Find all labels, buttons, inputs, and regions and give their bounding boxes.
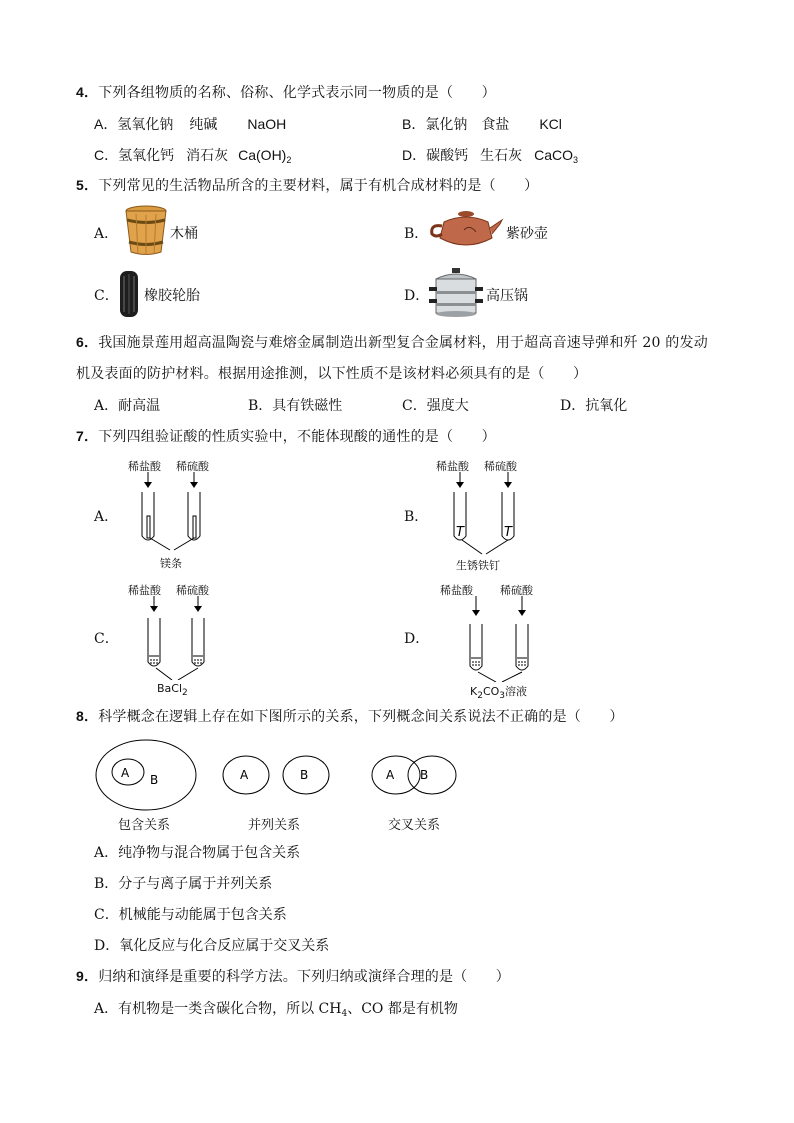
- option-name: 氯化钠: [425, 117, 468, 133]
- question-text: 下列常见的生活物品所含的主要材料，属于有机合成材料的是（ ）: [98, 178, 539, 194]
- label-a: A: [240, 768, 249, 782]
- option-label: C．: [94, 147, 119, 163]
- experiment-a-diagram: [128, 472, 228, 556]
- question-text: 归纳和演绎是重要的科学方法。下列归纳或演绎合理的是（ ）: [98, 969, 510, 985]
- formula-subscript: 2: [286, 155, 292, 165]
- question-6-stem-line2: 机及表面的防护材料。根据用途推测，以下性质不是该材料必须具有的是（ ）: [76, 366, 588, 382]
- option-text: 、CO 都是有机物: [347, 1001, 458, 1017]
- reagent-label-b: 生锈铁钉: [456, 559, 500, 572]
- question-9-stem: [76, 966, 510, 986]
- option-common-name: 纯碱: [189, 117, 218, 133]
- q5-option-c-text: 橡胶轮胎: [144, 288, 200, 304]
- clay-teapot-icon: [430, 208, 504, 252]
- q7-option-d-label: D．: [404, 631, 430, 647]
- reagent-label-c: [157, 682, 188, 698]
- rubber-tire-icon: [117, 270, 141, 318]
- q4-option-c: [94, 145, 291, 165]
- question-6-stem-line1: [76, 332, 708, 352]
- question-number: 8．: [76, 708, 99, 724]
- acid-label-hcl: 稀盐酸: [128, 460, 161, 473]
- containment-outer-circle: [96, 740, 196, 810]
- acid-label-hcl: 稀盐酸: [128, 584, 161, 597]
- q8-option-d: D．氧化反应与化合反应属于交叉关系: [94, 938, 330, 954]
- pressure-cooker-icon: [428, 267, 484, 319]
- question-number: 6．: [76, 334, 99, 350]
- q5-option-b-label: B．: [404, 226, 429, 242]
- intersect-circle-a: [372, 756, 420, 794]
- formula-subscript: 4: [341, 1009, 348, 1019]
- option-text: A．有机物是一类含碳化合物，所以 CH: [94, 1001, 342, 1017]
- question-number: 9．: [76, 968, 99, 984]
- label-b: B: [420, 768, 429, 782]
- option-name: 氢氧化钠: [117, 117, 174, 133]
- experiment-c-diagram: [128, 596, 228, 680]
- reagent-formula: K: [470, 685, 478, 698]
- question-4-stem: [76, 82, 496, 102]
- q6-option-b: B．具有铁磁性: [248, 398, 343, 414]
- option-name: 碳酸钙: [426, 148, 469, 164]
- q4-option-a: [94, 114, 286, 134]
- q5-option-b-text: 紫砂壶: [506, 226, 548, 242]
- q9-option-a: [94, 998, 458, 1019]
- q5-option-a-text: 木桶: [170, 226, 198, 242]
- question-text: 科学概念在逻辑上存在如下图所示的关系，下列概念间关系说法不正确的是（ ）: [98, 709, 624, 725]
- experiment-d-diagram: [440, 596, 550, 682]
- acid-label-h2so4: 稀硫酸: [500, 584, 533, 597]
- concept-relation-diagram: [94, 738, 474, 812]
- svg-text:T: T: [456, 525, 464, 540]
- q8-option-b: B．分子与离子属于并列关系: [94, 876, 273, 892]
- label-b: B: [150, 773, 159, 787]
- option-common-name: 生石灰: [480, 148, 523, 164]
- q8-option-c: C．机械能与动能属于包含关系: [94, 907, 287, 923]
- label-a: A: [121, 766, 130, 780]
- question-number: 4．: [76, 84, 99, 100]
- option-formula: CaCO: [534, 147, 574, 163]
- option-name: 氢氧化钙: [118, 148, 175, 164]
- caption-containment: 包含关系: [118, 818, 171, 833]
- wooden-bucket-icon: [124, 204, 168, 256]
- q6-option-c: C．强度大: [402, 398, 469, 414]
- question-number: 7．: [76, 428, 99, 444]
- option-common-name: 食盐: [481, 117, 510, 133]
- q5-option-a-label: A．: [94, 226, 119, 242]
- option-common-name: 消石灰: [186, 148, 229, 164]
- reagent-formula: CO: [482, 685, 500, 698]
- acid-label-h2so4: 稀硫酸: [176, 460, 209, 473]
- svg-text:T: T: [504, 525, 512, 540]
- question-5-stem: [76, 175, 538, 195]
- acid-label-h2so4: 稀硫酸: [176, 584, 209, 597]
- q7-option-a-label: A．: [94, 509, 119, 525]
- formula-subscript: 3: [573, 155, 579, 165]
- option-formula: KCl: [539, 116, 562, 132]
- reagent-solution: 溶液: [505, 685, 528, 698]
- option-label: D．: [402, 147, 427, 163]
- reagent-label-d: [470, 683, 527, 701]
- question-8-stem: [76, 706, 624, 726]
- q4-option-d: [402, 145, 578, 165]
- formula-subscript: 2: [182, 688, 188, 698]
- option-formula: NaOH: [247, 116, 287, 132]
- label-a: A: [386, 768, 395, 782]
- q7-option-c-label: C．: [94, 631, 119, 647]
- q5-option-d-text: 高压锅: [486, 288, 528, 304]
- question-text: 我国施景莲用超高温陶瓷与难熔金属制造出新型复合金属材料，用于超高音速导弹和歼 20 的发动: [98, 335, 708, 351]
- q4-option-b: [402, 114, 562, 134]
- acid-label-h2so4: 稀硫酸: [484, 460, 517, 473]
- question-text: 下列四组验证酸的性质实验中，不能体现酸的通性的是（ ）: [98, 429, 496, 445]
- reagent-label-a: 镁条: [160, 557, 182, 570]
- acid-label-hcl: 稀盐酸: [436, 460, 469, 473]
- experiment-b-diagram: [436, 472, 536, 556]
- q7-option-b-label: B．: [404, 509, 429, 525]
- formula-subscript: 3: [499, 691, 506, 701]
- question-number: 5．: [76, 177, 99, 193]
- label-b: B: [300, 768, 309, 782]
- option-label: B．: [402, 116, 426, 132]
- caption-intersection: 交叉关系: [388, 818, 441, 833]
- q5-option-d-label: D．: [404, 288, 430, 304]
- option-formula: Ca(OH): [238, 147, 287, 163]
- question-7-stem: [76, 426, 496, 446]
- q6-option-d: D．抗氧化: [560, 398, 628, 414]
- reagent-formula: BaCl: [157, 682, 183, 695]
- acid-label-hcl: 稀盐酸: [440, 584, 473, 597]
- q8-option-a: A．纯净物与混合物属于包含关系: [94, 845, 301, 861]
- question-text: 下列各组物质的名称、俗称、化学式表示同一物质的是（ ）: [98, 85, 496, 101]
- intersect-circle-b: [408, 756, 456, 794]
- caption-parallel: 并列关系: [248, 818, 301, 833]
- q5-option-c-label: C．: [94, 288, 119, 304]
- q6-option-a: A．耐高温: [94, 398, 161, 414]
- formula-subscript: 2: [477, 691, 483, 701]
- option-label: A．: [94, 116, 118, 132]
